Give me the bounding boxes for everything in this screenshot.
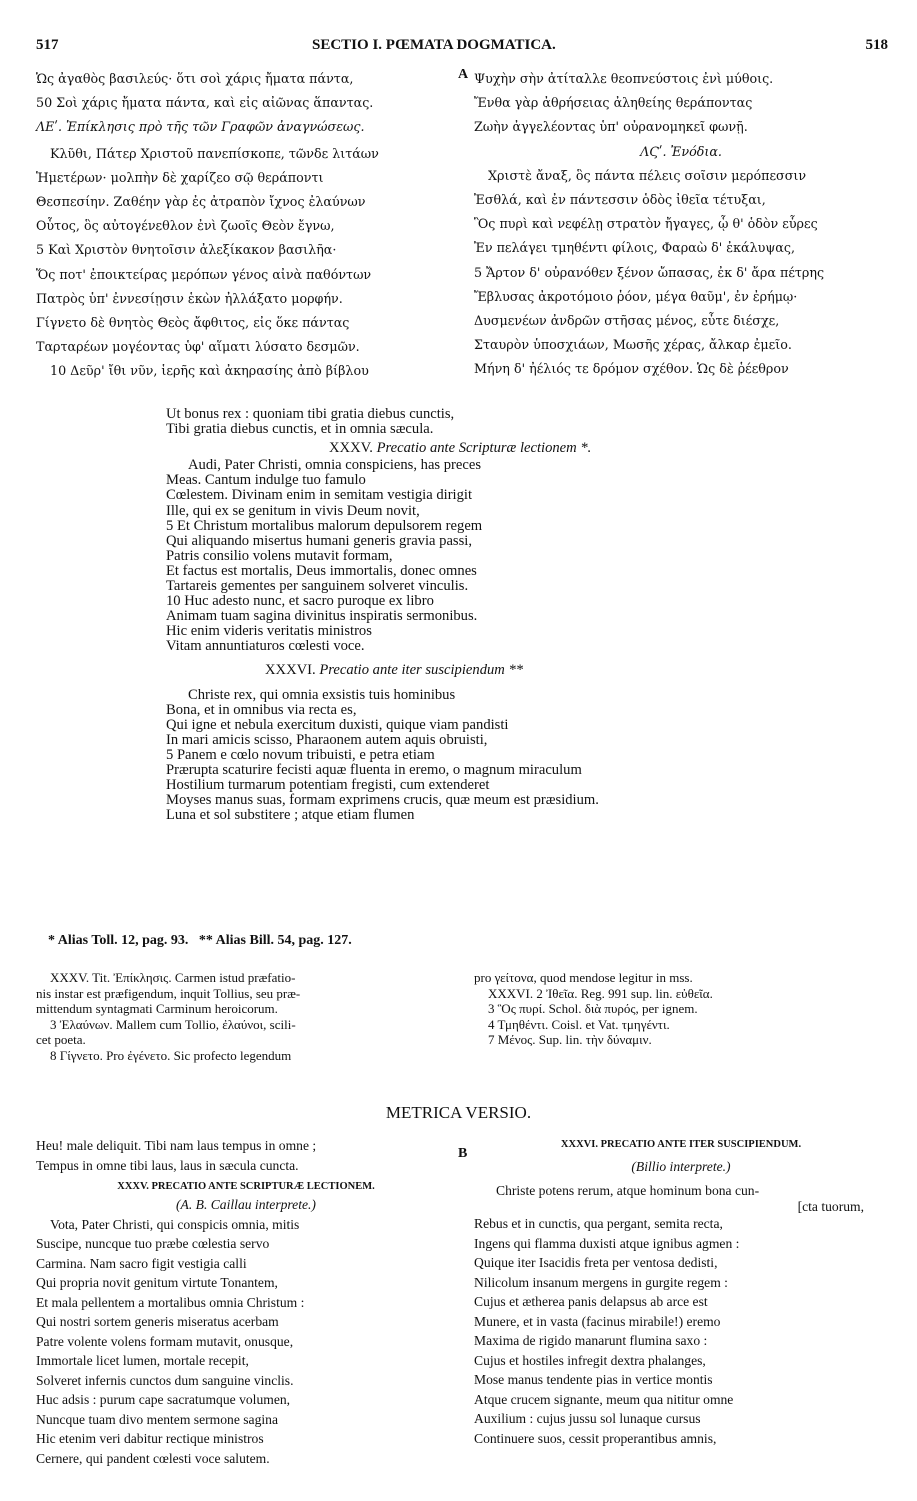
verse-line: Ἡμετέρων· μολπὴν δὲ χαρίζεο σῷ θεράποντι [36,169,324,185]
verse-line: Ἐσθλά, καὶ ἐν πάντεσσιν ὁδὸς ἰθεῖα τέτυξαι, [474,192,766,208]
verse-line: 5 Ἄρτον δ' οὐρανόθεν ξένον ὤπασας, ἐκ δ' ἄρα πέτρης [474,264,825,280]
section-heading [36,115,454,139]
verse-line: Σταυρὸν ὑποσχιάων, Μωσῆς χέρας, ἄλκαρ ἐμεῖο. [474,337,792,353]
verse-line: Moyses manus suas, formam exprimens crucis, quæ meum est præsidium. [166,792,599,809]
verse-line: 10 Δεῦρ' ἴθι νῦν, ἱερῆς καὶ ἀκηρασίης ἀπὸ βίβλου [50,363,369,379]
verse-line: Qui aliquando misertus humani generis gravia passi, [166,532,472,549]
verse-line: 5 Panem e cœlo novum tribuisti, e petra etiam [166,746,435,763]
verse-line: Hostilium turmarum potentiam fregisti, cum extenderet [166,777,490,794]
section-heading [166,663,896,678]
running-title: SECTIO I. PŒMATA DOGMATICA. [312,37,556,53]
verse-line: Rebus et in cunctis, qua pergant, semita recta, [474,1216,723,1231]
verse-line: Γίγνετο δὲ θνητὸς Θεὸς ἄφθιτος, εἰς ὅκε πάντας [36,315,350,331]
heading-title: Precatio ante Scripturæ lectionem *. [376,440,592,457]
heading-number: XXXVI. [265,661,316,678]
page-header [36,37,888,59]
section-heading [166,441,896,456]
section-heading [474,140,888,164]
verse-line: Bona, et in omnibus via recta es, [166,701,357,718]
greek-column-left [36,67,454,384]
verse-line: Κλῦθι, Πάτερ Χριστοῦ πανεπίσκοπε, τῶνδε λιτάων [50,145,379,161]
section-heading: XXXVI. PRECATIO ANTE ITER SUSCIPIENDUM. [560,1139,802,1150]
verse-line: Patris consilio volens mutavit formam, [166,547,393,564]
verse-line: Qui igne et nebula exercitum duxisti, quique viam pandisti [166,716,509,733]
page-number-left: 517 [36,37,59,53]
verse-line: Meas. Cantum indulge tuo famulo [166,472,366,489]
verse-line: Continuere suos, cessit properantibus amnis, [474,1430,717,1446]
verse-line: Heu! male deliquit. Tibi nam laus tempus in omne ; [36,1138,317,1153]
note-line: pro γείτονα, quod mendose legitur in mss. [474,970,693,985]
verse-line: Ψυχὴν σὴν ἀτίταλλε θεοπνεύστοις ἐνὶ μύθοις. [474,71,774,86]
margin-marker-b: B [458,1146,468,1161]
verse-line: Χριστὲ ἄναξ, ὃς πάντα πέλεις σοῖσιν μερόπεσσιν [488,167,807,183]
interpreter-text: (A. B. Caillau interprete.) [176,1197,316,1212]
verse-line: Cujus et hostiles infregit dextra phalanges, [474,1352,706,1368]
verse-line: Huc adsis : purum cape sacratumque volumen, [36,1392,291,1407]
verse-line: Hic enim videris veritatis ministros [166,623,372,640]
verse-line: Auxilium : cujus jussu sol lunaque cursus [474,1411,701,1426]
verse-line: Qui propria novit genitum virtute Tonantem, [36,1275,278,1290]
verse-line-continuation: [cta tuorum, [797,1199,864,1214]
verse-line: Nilicolum insanum mergens in gurgite regem : [474,1274,728,1290]
verse-line: Ὡς ἀγαθὸς βασιλεύς· ὅτι σοὶ χάρις ἤματα πάντα, [36,71,354,86]
note-line: XXXVI. 2 Ἰθεῖα. Reg. 991 sup. lin. εὐθεῖα. [488,985,713,1001]
verse-line: Carmina. Nam sacro figit vestigia calli [36,1255,247,1271]
notes-left [36,970,456,1064]
verse-line: 50 Σοὶ χάρις ἤματα πάντα, καὶ εἰς αἰῶνας ἅπαντας. [36,95,374,111]
verse-line: Cujus et ætherea panis delapsus ab arce est [474,1294,708,1309]
greek-column-right [474,67,888,382]
verse-line: Prærupta scaturire fecisti aquæ fluenta in eremo, o magnum miraculum [166,762,582,779]
note-line: 3 Ὃς πυρί. Schol. διὰ πυρός, per ignem. [488,1001,698,1017]
verse-line: Christe potens rerum, atque hominum bona cun- [496,1182,760,1198]
verse-line: Tartareis gementes per sanguinem solveret vinculis. [166,578,469,595]
verse-line: Ut bonus rex : quoniam tibi gratia diebus cunctis, [166,406,455,422]
verse-line: Πατρὸς ὑπ' ἐννεσίῃσιν ἑκὼν ἠλλάξατο μορφήν. [36,290,343,306]
note-line: 3 Ἐλαύνων. Mallem cum Tollio, ἐλαύνοι, scili- [50,1016,296,1032]
verse-line: Ὅς ποτ' ἐποικτείρας μερόπων γένος αἰνὰ παθόντων [36,266,372,282]
verse-line: Animam tuam sagina divinitus inspiratis sermonibus. [166,608,478,625]
verse-line: Ἔβλυσας ἀκροτόμοιο ῥόον, μέγα θαῦμ', ἐν ἐρήμῳ· [474,288,798,304]
verse-line: Ingens qui flamma duxisti atque ignibus agmen : [474,1235,740,1251]
interpreter-credit [36,1195,456,1215]
verse-line: Quique iter Isacidis freta per ventosa dedisti, [474,1255,718,1270]
metrica-title: METRICA VERSIO. [385,1103,532,1122]
heading-text: ΛϚʹ. Ἐνόδια. [640,143,722,159]
verse-line: Ille, qui ex se genitum in vivis Deum novit, [166,502,420,519]
verse-line: Mose manus tendente pias in vertice montis [474,1372,713,1387]
notes-right [474,970,888,1048]
verse-line: Ταρταρέων μογέοντας ὑφ' αἵματι λύσατο δεσμῶν. [36,339,360,355]
note-line: 4 Τμηθέντι. Coisl. et Vat. τμηγέντι. [488,1016,670,1032]
verse-line: Ἐν πελάγει τμηθέντι φίλοις, Φαραὼ δ' ἐκάλυψας, [474,240,796,256]
verse-line: Ὃς πυρὶ καὶ νεφέλῃ στρατὸν ἤγαγες, ᾧ θ' ὁδὸν εὗρες [474,216,818,232]
verse-line: Christe rex, qui omnia exsistis tuis hominibus [188,686,456,703]
verse-line: Tibi gratia diebus cunctis, et in omnia sæcula. [166,421,434,438]
verse-line: Audi, Pater Christi, omnia conspiciens, has preces [188,457,482,474]
verse-line: Tempus in omne tibi laus, laus in sæcula cuncta. [36,1157,299,1173]
verse-line: Luna et sol substitere ; atque etiam flumen [166,807,415,824]
verse-line: Patre volente volens formam mutavit, onusque, [36,1333,294,1349]
heading-text: ΛΕʹ. Ἐπίκλησις πρὸ τῆς τῶν Γραφῶν ἀναγνώσεως. [36,119,365,135]
verse-line: Nuncque tuam divo mentem sermone sagina [36,1411,278,1427]
verse-line: Et mala pellentem a mortalibus omnia Christum : [36,1294,305,1310]
verse-line: 5 Καὶ Χριστὸν θνητοῖσιν ἀλεξίκακον βασιλῆα· [36,242,337,258]
note-line: nis instar est præfigendum, inquit Tollius, seu præ- [36,985,301,1001]
metrica-column-right [474,1136,888,1448]
note-line: XXXV. Tit. Ἐπίκλησις. Carmen istud præfatio- [50,970,296,985]
verse-line: Suscipe, nuncque tuo præbe cœlestia servo [36,1236,270,1251]
verse-line: In mari amicis scisso, Pharaonem autem aquis obruisti, [166,731,488,748]
page-number-right: 518 [865,37,888,53]
verse-line: Munere, et in vasta (facinus mirabile!) eremo [474,1313,721,1329]
verse-line: Cœlestem. Divinam enim in semitam vestigia dirigit [166,487,473,504]
section-heading: XXXV. PRECATIO ANTE SCRIPTURÆ LECTIONEM. [117,1181,375,1192]
note-line: 7 Μένος. Sup. lin. τὴν δύναμιν. [488,1032,652,1048]
heading-number: XXXV. [329,440,373,457]
heading-title: Precatio ante iter suscipiendum ** [319,661,524,678]
verse-line: Et factus est mortalis, Deus immortalis, donec omnes [166,562,477,579]
verse-line: Μήνη δ' ἠέλιός τε δρόμον σχέθον. Ὡς δὲ ῥέεθρον [474,361,789,377]
verse-line: Vota, Pater Christi, qui conspicis omnia, mitis [50,1216,300,1232]
verse-line: Ἔνθα γὰρ ἀθρήσειας ἀληθείης θεράποντας [474,95,753,111]
verse-line: Atque crucem signante, meum qua nititur omne [474,1391,734,1407]
verse-line: Hic etenim veri dabitur rectique ministros [36,1431,264,1446]
verse-line: Maxima de rigido manarunt flumina saxo : [474,1333,708,1348]
verse-line: Solveret infernis cunctos dum sanguine vinclis. [36,1372,294,1388]
verse-line: Οὗτος, ὃς αὐτογένεθλον ἐνὶ ζωοῖς Θεὸν ἔγνω, [36,218,335,234]
verse-line: Θεσπεσίην. Ζαθέην γὰρ ἐς ἀτραπὸν ἴχνος ἐλαύνων [36,194,366,210]
interpreter-text: (Billio interprete.) [631,1159,731,1174]
interpreter-credit [474,1157,888,1177]
latin-translation [166,407,896,823]
verse-line: Ζωὴν ἀγγελέοντας ὑπ' οὐρανομηκεῖ φωνῇ. [474,119,748,135]
verse-line: Cernere, qui pandent cœlesti voce salutem. [36,1450,270,1466]
verse-line: Qui nostri sortem generis miseratus acerbam [36,1314,279,1329]
margin-marker-a: A [458,67,469,82]
verse-line: Δυσμενέων ἀνδρῶν στῆσας μένος, εὖτε διέσχε, [474,313,780,329]
note-line: mittendum syntagmati Carminum heroicorum. [36,1001,278,1017]
metrica-column-left [36,1136,456,1468]
note-line: cet poeta. [36,1032,86,1048]
note-line: 8 Γίγνετο. Pro ἐγένετο. Sic profecto legendum [50,1047,292,1063]
verse-line: 5 Et Christum mortalibus malorum depulsorem regem [166,517,483,534]
verse-line: 10 Huc adesto nunc, et sacro puroque ex libro [166,593,434,610]
verse-line: Immortale licet lumen, mortale recepit, [36,1353,249,1368]
verse-line: Vitam annuntiaturos cœlesti voce. [166,638,365,655]
footnote: * Alias Toll. 12, pag. 93. ** Alias Bill. 54, pag. 127. [48,933,352,948]
